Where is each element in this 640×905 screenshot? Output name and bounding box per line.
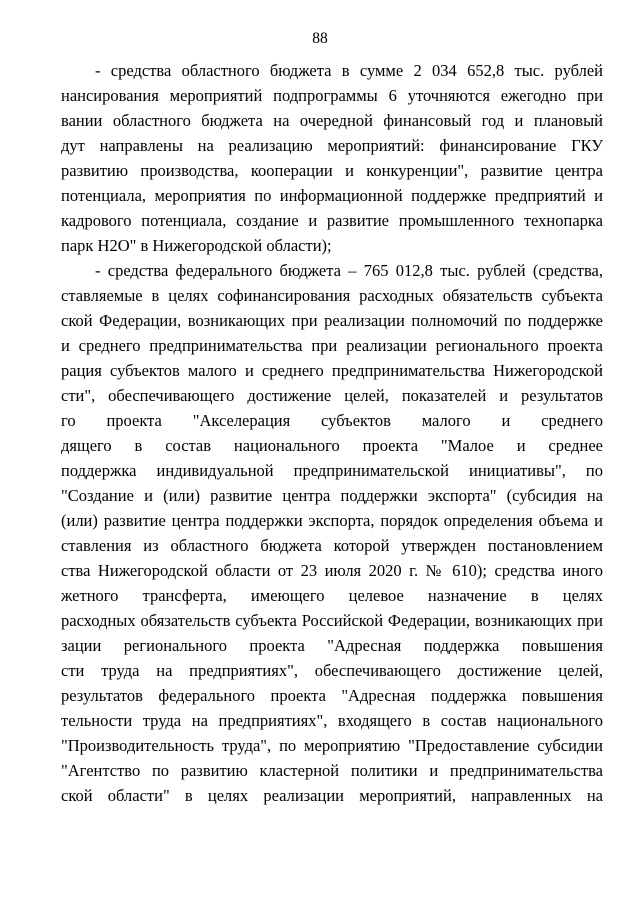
text-line: расходных обязательств субъекта Российской Федерации, возникающих при <box>61 611 603 630</box>
text-line: - средства областного бюджета в сумме 2 034 652,8 тыс. рублей <box>95 61 603 80</box>
text-line: результатов федерального проекта "Адресная поддержка повышения <box>61 686 603 705</box>
text-line: ской Федерации, возникающих при реализации полномочий по поддержке <box>61 311 603 330</box>
text-line: - средства федерального бюджета – 765 012,8 тыс. рублей (средства, <box>95 261 603 280</box>
text-line: ской области" в целях реализации мероприятий, направленных на <box>61 786 603 805</box>
text-line: ставляемые в целях софинансирования расходных обязательств субъекта <box>61 286 603 305</box>
text-line: "Агентство по развитию кластерной политики и предпринимательства <box>61 761 603 780</box>
text-line: сти труда на предприятиях", обеспечивающего достижение целей, <box>61 661 603 680</box>
text-line: нансирования мероприятий подпрограммы 6 уточняются ежегодно при <box>61 86 603 105</box>
text-line: потенциала, мероприятия по информационной поддержке предприятий и <box>61 186 603 205</box>
text-line: сти", обеспечивающего достижение целей, показателей и результатов <box>61 386 603 405</box>
text-line: зации регионального проекта "Адресная поддержка повышения <box>61 636 603 655</box>
text-line: тельности труда на предприятиях", входящего в состав национального <box>61 711 603 730</box>
text-line: (или) развитие центра поддержки экспорта, порядок определения объема и <box>61 511 603 530</box>
text-line: и среднего предпринимательства при реализации регионального проекта <box>61 336 603 355</box>
text-line: жетного трансферта, имеющего целевое назначение в целях <box>61 586 603 605</box>
text-line: ства Нижегородской области от 23 июля 2020 г. № 610); средства иного <box>61 561 603 580</box>
text-line: поддержка индивидуальной предпринимательской инициативы", по <box>61 461 603 480</box>
text-line: парк Н2О" в Нижегородской области); <box>61 236 332 255</box>
text-line: вании областного бюджета на очередной финансовый год и плановый <box>61 111 603 130</box>
text-line: "Производительность труда", по мероприятию "Предоставление субсидии <box>61 736 603 755</box>
text-line: развитию производства, кооперации и конкуренции", развитие центра <box>61 161 603 180</box>
text-line: дящего в состав национального проекта "Малое и среднее <box>61 436 603 455</box>
text-line: го проекта "Акселерация субъектов малого и среднего <box>61 411 603 430</box>
text-line: дут направлены на реализацию мероприятий: финансирование ГКУ <box>61 136 603 155</box>
text-line: "Создание и (или) развитие центра поддержки экспорта" (субсидия на <box>61 486 603 505</box>
text-line: рация субъектов малого и среднего предпринимательства Нижегородской <box>61 361 603 380</box>
text-line: ставления из областного бюджета которой утвержден постановлением <box>61 536 603 555</box>
text-line: кадрового потенциала, создание и развитие промышленного технопарка <box>61 211 603 230</box>
page-number: 88 <box>312 30 328 47</box>
